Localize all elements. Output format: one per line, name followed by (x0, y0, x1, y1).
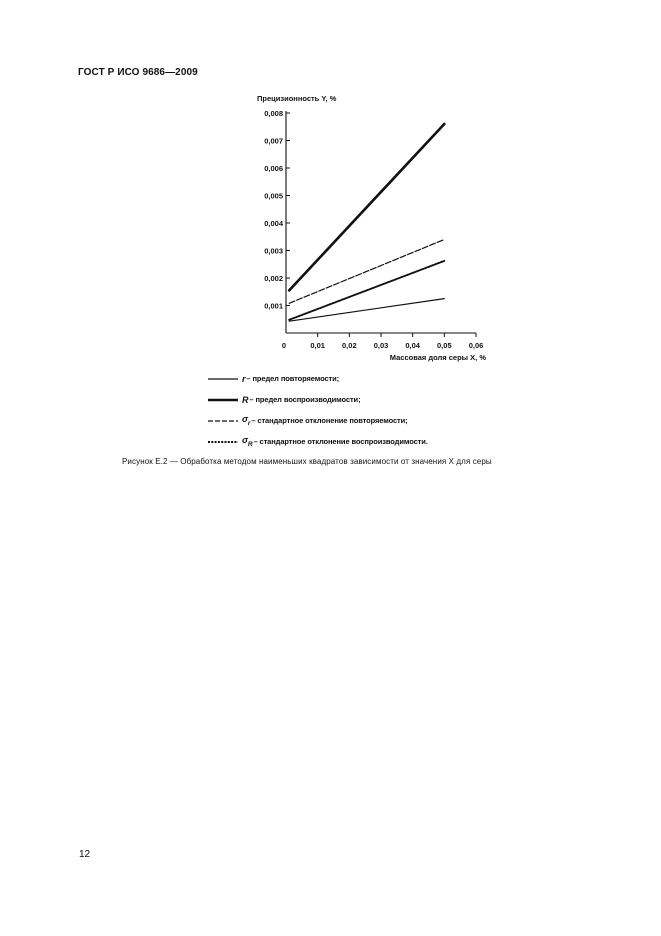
y-axis-title: Прецизионность Y, % (257, 94, 337, 103)
legend-line-dashed-icon (208, 418, 238, 424)
y-tick-label: 0,006 (264, 164, 283, 173)
x-tick-label: 0,05 (437, 341, 452, 350)
page-number: 12 (79, 849, 91, 860)
x-tick-label: 0,03 (373, 341, 389, 350)
legend-symbol-subscript: r (247, 419, 251, 427)
series-line-R (289, 124, 444, 290)
legend-item-sigma-r (208, 410, 428, 431)
legend-symbol (242, 414, 250, 427)
y-tick-label: 0,008 (264, 109, 283, 118)
x-tick-label: 0,02 (342, 341, 357, 350)
legend-line-dotted-icon (208, 439, 238, 445)
legend-line-thin-icon (208, 376, 238, 382)
series-line-sigma-r (289, 240, 444, 304)
legend-symbol: R (242, 394, 249, 405)
legend-item-R (208, 389, 428, 410)
x-tick-label: 0 (281, 341, 287, 350)
y-tick-label: 0,004 (264, 219, 283, 228)
legend-item-r (208, 368, 428, 389)
legend-text: – предел воспроизводимости; (249, 395, 361, 404)
legend-symbol-base: σ (242, 435, 248, 446)
document-header: ГОСТ Р ИСО 9686—2009 (78, 67, 198, 78)
legend-text: – стандартное отклонение повторяемости; (251, 416, 408, 425)
legend-line-thick-icon (208, 397, 238, 403)
legend-symbol-subscript: R (247, 440, 253, 448)
legend-item-sigma-R (208, 431, 428, 452)
chart-legend (208, 368, 428, 452)
y-tick-label: 0,007 (264, 136, 283, 146)
legend-symbol-base: σ (242, 414, 248, 425)
y-tick-label: 0,003 (264, 246, 283, 256)
x-tick-label: 0,01 (310, 341, 325, 350)
x-axis-title: Массовая доля серы X, % (389, 353, 486, 362)
y-tick-label: 0,001 (264, 301, 283, 311)
legend-text: – стандартное отклонение воспроизводимости. (253, 437, 428, 446)
legend-text: – предел повторяемости; (246, 374, 340, 383)
figure-caption: Рисунок Е.2 — Обработка методом наименьших квадратов зависимости от значения X для серы (122, 457, 492, 466)
y-tick-label: 0,002 (264, 274, 283, 283)
series-line-r (289, 299, 444, 322)
y-tick-label: 0,005 (264, 191, 283, 201)
legend-symbol: r (242, 373, 246, 384)
legend-symbol (242, 435, 252, 448)
x-tick-label: 0,04 (405, 341, 420, 350)
x-tick-label: 0,06 (468, 341, 484, 350)
series-line-sigma-R (289, 261, 444, 320)
